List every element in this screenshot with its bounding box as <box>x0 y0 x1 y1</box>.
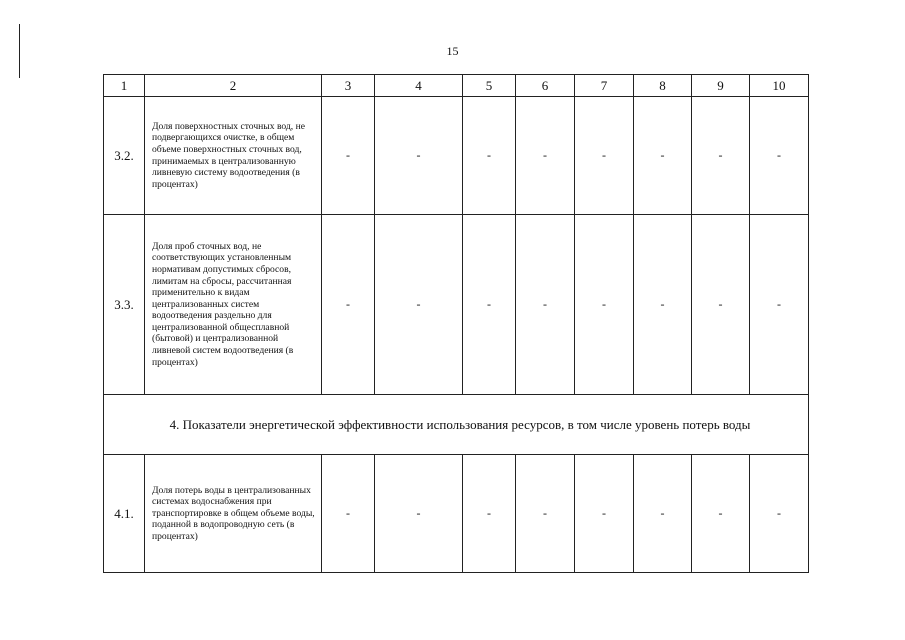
value-cell: - <box>575 215 634 395</box>
table-header-row <box>104 75 809 97</box>
value-cell: - <box>322 97 375 215</box>
header-cell: 2 <box>145 75 322 97</box>
indicator-table <box>103 74 809 573</box>
value-cell: - <box>750 215 809 395</box>
value-cell: - <box>575 97 634 215</box>
section-heading: 4. Показатели энергетической эффективности использования ресурсов, в том числе уровень потерь воды <box>104 395 809 455</box>
value-cell: - <box>375 215 463 395</box>
value-cell: - <box>375 97 463 215</box>
table-row <box>104 97 809 215</box>
value-cell: - <box>463 97 516 215</box>
value-cell: - <box>463 215 516 395</box>
row-number: 3.2. <box>104 97 145 215</box>
header-cell: 9 <box>692 75 750 97</box>
value-cell: - <box>634 97 692 215</box>
value-cell: - <box>634 455 692 573</box>
header-cell: 3 <box>322 75 375 97</box>
value-cell: - <box>750 455 809 573</box>
row-number: 4.1. <box>104 455 145 573</box>
header-cell: 5 <box>463 75 516 97</box>
row-description: Доля проб сточных вод, не соответствующих установленным нормативам допустимых сбросов, лимитам на сбросы, рассчитанная применительно к видам централизованных систем водоотведения раздельно для централизованной общесплавной (бытовой) и централизованной ливневой систем водоотведения (в процентах) <box>145 215 322 395</box>
value-cell: - <box>516 455 575 573</box>
table-row <box>104 215 809 395</box>
header-cell: 4 <box>375 75 463 97</box>
value-cell: - <box>375 455 463 573</box>
value-cell: - <box>463 455 516 573</box>
value-cell: - <box>750 97 809 215</box>
value-cell: - <box>692 215 750 395</box>
value-cell: - <box>322 215 375 395</box>
row-description: Доля поверхностных сточных вод, не подвергающихся очистке, в общем объеме поверхностных сточных вод, принимаемых в централизованную ливневую систему водоотведения (в процентах) <box>145 97 322 215</box>
value-cell: - <box>322 455 375 573</box>
row-description: Доля потерь воды в централизованных системах водоснабжения при транспортировке в общем объеме воды, поданной в водопроводную сеть (в процентах) <box>145 455 322 573</box>
value-cell: - <box>516 215 575 395</box>
value-cell: - <box>516 97 575 215</box>
section-heading-row <box>104 395 809 455</box>
table-row <box>104 455 809 573</box>
value-cell: - <box>692 97 750 215</box>
value-cell: - <box>575 455 634 573</box>
page-number: 15 <box>446 44 459 58</box>
header-cell: 6 <box>516 75 575 97</box>
header-cell: 7 <box>575 75 634 97</box>
row-number: 3.3. <box>104 215 145 395</box>
header-cell: 10 <box>750 75 809 97</box>
header-cell: 8 <box>634 75 692 97</box>
header-cell: 1 <box>104 75 145 97</box>
value-cell: - <box>692 455 750 573</box>
value-cell: - <box>634 215 692 395</box>
